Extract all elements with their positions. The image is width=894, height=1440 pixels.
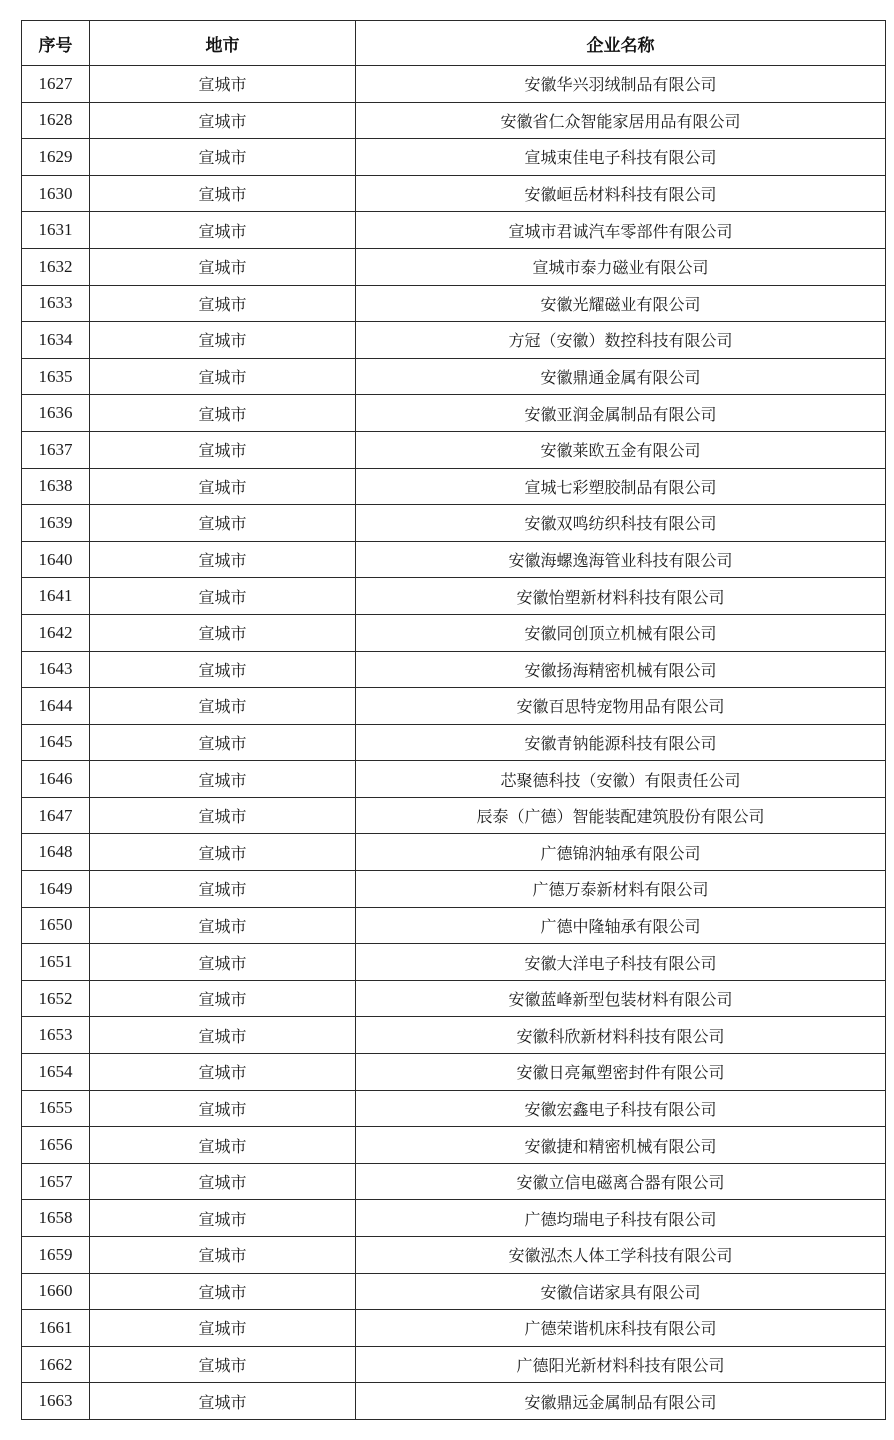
table-row [22,688,886,725]
cell-company-name: 安徽光耀磁业有限公司 [356,285,886,322]
cell-company-name: 安徽鼎通金属有限公司 [356,358,886,395]
cell-serial-number: 1630 [22,175,90,212]
cell-serial-number: 1640 [22,541,90,578]
cell-serial-number: 1648 [22,834,90,871]
cell-serial-number: 1658 [22,1200,90,1237]
cell-serial-number: 1632 [22,248,90,285]
cell-company-name: 广德万泰新材料有限公司 [356,871,886,908]
cell-city: 宣城市 [90,358,356,395]
cell-city: 宣城市 [90,944,356,981]
cell-company-name: 安徽省仁众智能家居用品有限公司 [356,102,886,139]
cell-city: 宣城市 [90,248,356,285]
table-row [22,431,886,468]
table-row [22,1054,886,1091]
cell-city: 宣城市 [90,578,356,615]
cell-serial-number: 1659 [22,1237,90,1274]
table-row [22,285,886,322]
table-row [22,1017,886,1054]
cell-serial-number: 1641 [22,578,90,615]
cell-company-name: 广德阳光新材料科技有限公司 [356,1346,886,1383]
table-row [22,212,886,249]
cell-serial-number: 1643 [22,651,90,688]
cell-company-name: 安徽亚润金属制品有限公司 [356,395,886,432]
cell-company-name: 安徽怡塑新材料科技有限公司 [356,578,886,615]
cell-company-name: 安徽莱欧五金有限公司 [356,431,886,468]
cell-city: 宣城市 [90,1346,356,1383]
cell-serial-number: 1645 [22,724,90,761]
table-row [22,1090,886,1127]
cell-serial-number: 1629 [22,139,90,176]
table-row [22,797,886,834]
cell-company-name: 安徽信诺家具有限公司 [356,1273,886,1310]
cell-company-name: 安徽华兴羽绒制品有限公司 [356,66,886,103]
table-row [22,1310,886,1347]
cell-serial-number: 1657 [22,1163,90,1200]
cell-serial-number: 1656 [22,1127,90,1164]
cell-company-name: 安徽扬海精密机械有限公司 [356,651,886,688]
table-row [22,541,886,578]
cell-serial-number: 1663 [22,1383,90,1420]
cell-serial-number: 1662 [22,1346,90,1383]
table-row [22,505,886,542]
cell-company-name: 安徽日亮氟塑密封件有限公司 [356,1054,886,1091]
cell-serial-number: 1642 [22,614,90,651]
cell-city: 宣城市 [90,871,356,908]
table-row [22,761,886,798]
table-row [22,834,886,871]
cell-company-name: 安徽立信电磁离合器有限公司 [356,1163,886,1200]
cell-company-name: 安徽蓝峰新型包装材料有限公司 [356,980,886,1017]
table-body [22,66,886,1420]
cell-company-name: 方冠（安徽）数控科技有限公司 [356,322,886,359]
cell-company-name: 广德均瑞电子科技有限公司 [356,1200,886,1237]
cell-company-name: 宣城七彩塑胶制品有限公司 [356,468,886,505]
table-row [22,139,886,176]
cell-serial-number: 1654 [22,1054,90,1091]
cell-company-name: 安徽青钠能源科技有限公司 [356,724,886,761]
cell-city: 宣城市 [90,761,356,798]
header-row [22,21,886,66]
table-row [22,358,886,395]
cell-serial-number: 1636 [22,395,90,432]
cell-city: 宣城市 [90,614,356,651]
cell-serial-number: 1650 [22,907,90,944]
cell-city: 宣城市 [90,139,356,176]
cell-city: 宣城市 [90,1237,356,1274]
cell-serial-number: 1639 [22,505,90,542]
cell-city: 宣城市 [90,834,356,871]
table-row [22,1383,886,1420]
table-row [22,248,886,285]
cell-serial-number: 1661 [22,1310,90,1347]
cell-city: 宣城市 [90,322,356,359]
cell-city: 宣城市 [90,1163,356,1200]
table-row [22,1200,886,1237]
cell-company-name: 安徽泓杰人体工学科技有限公司 [356,1237,886,1274]
cell-city: 宣城市 [90,1127,356,1164]
cell-city: 宣城市 [90,468,356,505]
header-company-name: 企业名称 [356,21,886,66]
table-row [22,944,886,981]
cell-serial-number: 1653 [22,1017,90,1054]
cell-city: 宣城市 [90,1054,356,1091]
cell-city: 宣城市 [90,66,356,103]
cell-company-name: 芯聚德科技（安徽）有限责任公司 [356,761,886,798]
cell-company-name: 宣城市泰力磁业有限公司 [356,248,886,285]
cell-serial-number: 1644 [22,688,90,725]
cell-serial-number: 1628 [22,102,90,139]
cell-company-name: 广德中隆轴承有限公司 [356,907,886,944]
table-row [22,468,886,505]
cell-serial-number: 1649 [22,871,90,908]
cell-serial-number: 1651 [22,944,90,981]
cell-company-name: 安徽鼎远金属制品有限公司 [356,1383,886,1420]
table-row [22,871,886,908]
cell-city: 宣城市 [90,212,356,249]
cell-city: 宣城市 [90,541,356,578]
cell-city: 宣城市 [90,1273,356,1310]
cell-city: 宣城市 [90,1310,356,1347]
table-row [22,980,886,1017]
cell-city: 宣城市 [90,797,356,834]
cell-company-name: 安徽大洋电子科技有限公司 [356,944,886,981]
table-row [22,322,886,359]
cell-city: 宣城市 [90,1090,356,1127]
cell-company-name: 安徽海螺逸海管业科技有限公司 [356,541,886,578]
table-row [22,907,886,944]
cell-company-name: 宣城束佳电子科技有限公司 [356,139,886,176]
cell-city: 宣城市 [90,980,356,1017]
enterprise-list-table [21,20,886,1420]
cell-serial-number: 1635 [22,358,90,395]
cell-serial-number: 1633 [22,285,90,322]
table-row [22,175,886,212]
cell-city: 宣城市 [90,505,356,542]
cell-company-name: 宣城市君诚汽车零部件有限公司 [356,212,886,249]
cell-city: 宣城市 [90,175,356,212]
table-row [22,1163,886,1200]
table-row [22,1237,886,1274]
cell-company-name: 安徽宏鑫电子科技有限公司 [356,1090,886,1127]
cell-serial-number: 1652 [22,980,90,1017]
cell-company-name: 安徽科欣新材料科技有限公司 [356,1017,886,1054]
table-row [22,395,886,432]
table-row [22,724,886,761]
table-row [22,66,886,103]
cell-city: 宣城市 [90,907,356,944]
cell-company-name: 广德荣谐机床科技有限公司 [356,1310,886,1347]
cell-serial-number: 1660 [22,1273,90,1310]
cell-serial-number: 1638 [22,468,90,505]
cell-city: 宣城市 [90,102,356,139]
cell-serial-number: 1627 [22,66,90,103]
cell-city: 宣城市 [90,285,356,322]
cell-city: 宣城市 [90,724,356,761]
cell-serial-number: 1646 [22,761,90,798]
cell-city: 宣城市 [90,395,356,432]
table-row [22,1127,886,1164]
cell-company-name: 广德锦汭轴承有限公司 [356,834,886,871]
cell-company-name: 安徽百思特宠物用品有限公司 [356,688,886,725]
cell-company-name: 辰泰（广德）智能装配建筑股份有限公司 [356,797,886,834]
cell-company-name: 安徽同创顶立机械有限公司 [356,614,886,651]
table-row [22,651,886,688]
cell-city: 宣城市 [90,1200,356,1237]
header-serial-number: 序号 [22,21,90,66]
header-city: 地市 [90,21,356,66]
cell-serial-number: 1647 [22,797,90,834]
table-row [22,578,886,615]
cell-city: 宣城市 [90,1383,356,1420]
cell-city: 宣城市 [90,1017,356,1054]
table-row [22,1273,886,1310]
table-row [22,1346,886,1383]
cell-serial-number: 1655 [22,1090,90,1127]
table-header [22,21,886,66]
cell-city: 宣城市 [90,651,356,688]
cell-serial-number: 1634 [22,322,90,359]
table-row [22,614,886,651]
cell-company-name: 安徽捷和精密机械有限公司 [356,1127,886,1164]
cell-company-name: 安徽双鸣纺织科技有限公司 [356,505,886,542]
cell-serial-number: 1637 [22,431,90,468]
cell-city: 宣城市 [90,431,356,468]
cell-city: 宣城市 [90,688,356,725]
cell-company-name: 安徽峘岳材料科技有限公司 [356,175,886,212]
table-row [22,102,886,139]
cell-serial-number: 1631 [22,212,90,249]
